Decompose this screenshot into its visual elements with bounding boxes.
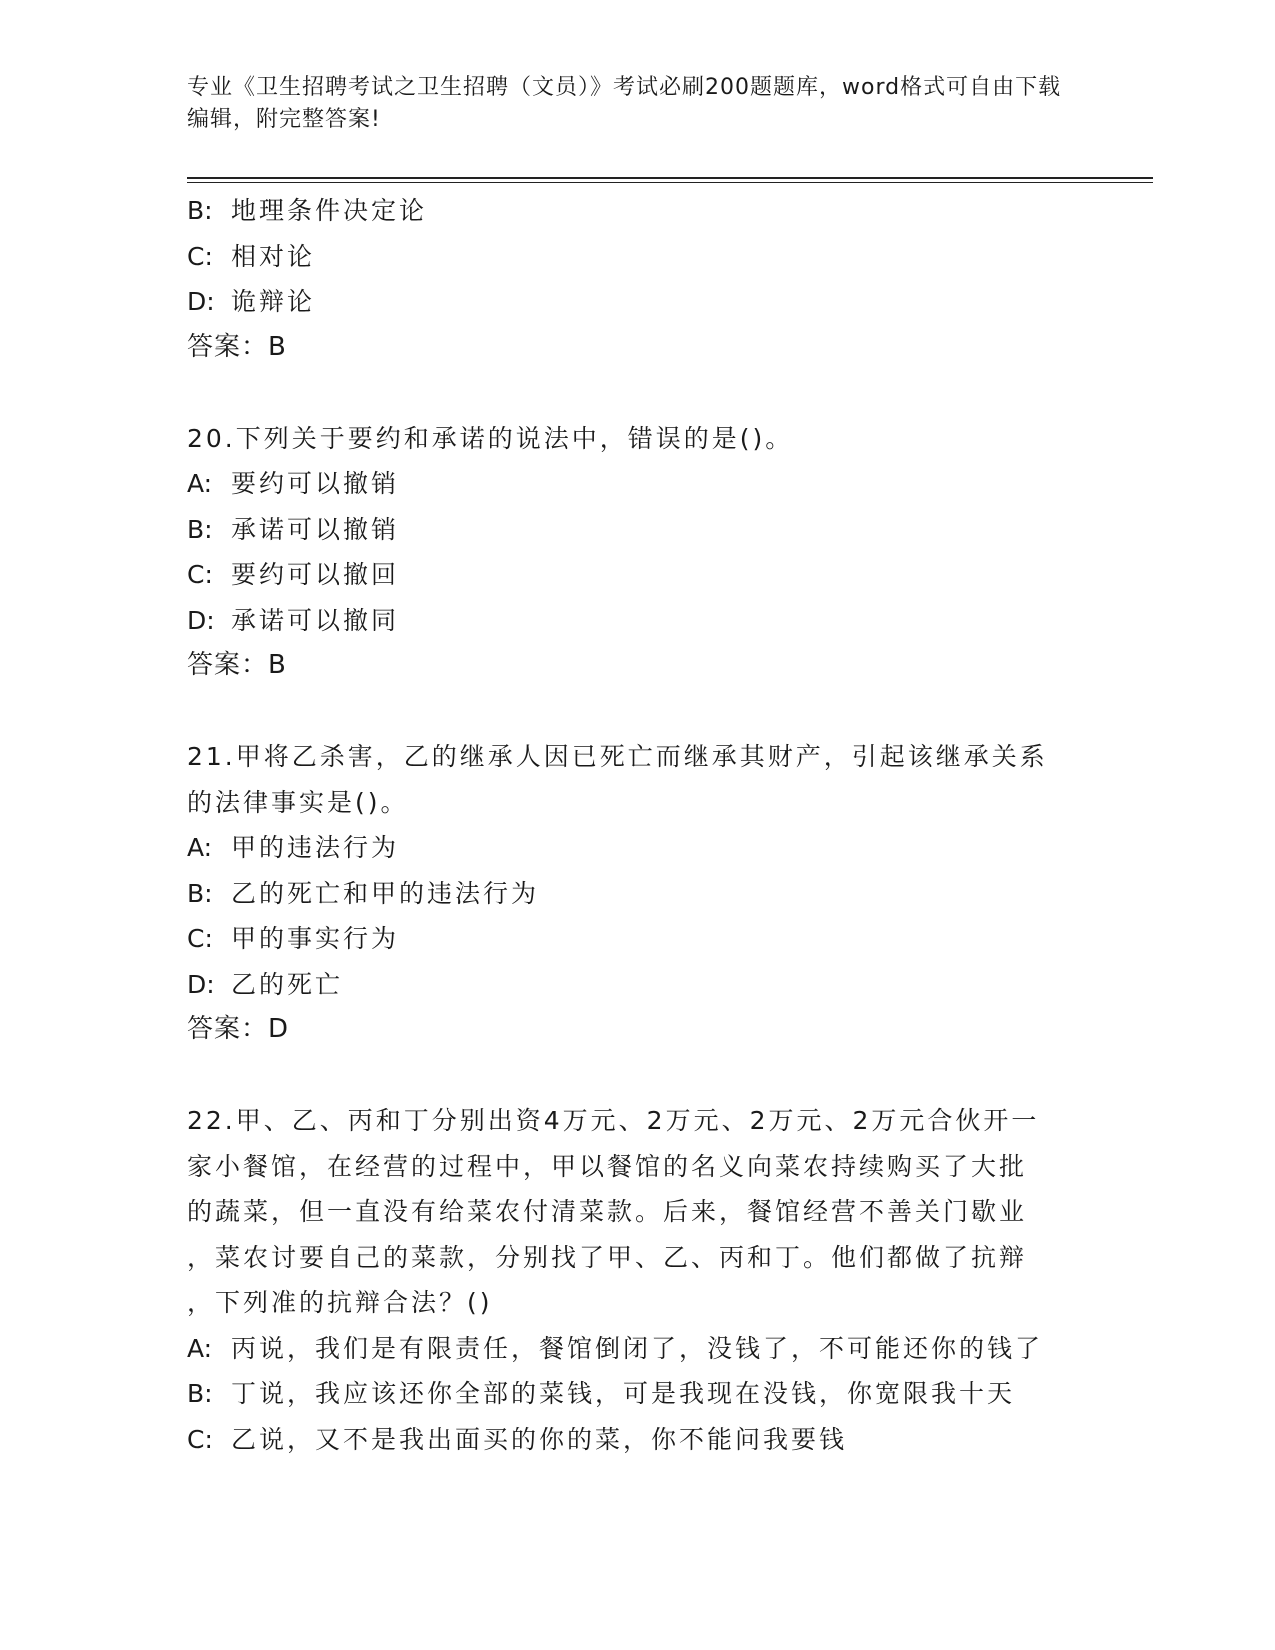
option-text: 乙的死亡和甲的违法行为 [231, 878, 540, 908]
option-text: 要约可以撤销 [231, 469, 400, 498]
question-stem-line: ，菜农讨要自己的菜款，分别找了甲、乙、丙和丁。他们都做了抗辩 [187, 1242, 1028, 1272]
option-c [187, 552, 1087, 598]
option-text: 承诺可以撤销 [231, 514, 400, 544]
question-stem: 20.下列关于要约和承诺的说法中，错误的是()。 [187, 423, 794, 453]
spacer [187, 689, 1087, 735]
answer-line: 答案：B [187, 331, 287, 362]
question-20 [187, 416, 1087, 689]
option-b [187, 188, 1087, 234]
question-stem-line: 的法律事实是()。 [187, 787, 409, 817]
option-text: 相对论 [231, 241, 316, 271]
header-divider-thin [187, 182, 1153, 183]
option-text: 甲的事实行为 [231, 924, 400, 953]
option-a [187, 461, 1087, 507]
question-list [187, 188, 1087, 1462]
option-b [187, 871, 1087, 917]
option-key: C: [187, 241, 213, 271]
option-d [187, 598, 1087, 644]
option-key: B: [187, 1379, 213, 1408]
option-a [187, 825, 1087, 871]
option-a [187, 1326, 1087, 1372]
option-text: 丙说，我们是有限责任，餐馆倒闭了，没钱了，不可能还你的钱了 [231, 1333, 1044, 1363]
question-stem-line: 家小餐馆，在经营的过程中，甲以餐馆的名义向菜农持续购买了大批 [187, 1151, 1028, 1181]
question-stem-line: ，下列准的抗辩合法？() [187, 1288, 493, 1317]
answer-line: 答案：B [187, 650, 287, 680]
option-key: B: [187, 514, 213, 544]
question-stem-line: 的蔬菜，但一直没有给菜农付清菜款。后来，餐馆经营不善关门歇业 [187, 1197, 1028, 1226]
option-text: 地理条件决定论 [231, 196, 428, 225]
option-key: A: [187, 469, 213, 498]
option-key: C: [187, 560, 213, 589]
option-text: 甲的违法行为 [231, 833, 400, 862]
option-text: 诡辩论 [231, 287, 316, 316]
option-key: D: [187, 287, 215, 316]
question-stem-line: 21.甲将乙杀害，乙的继承人因已死亡而继承其财产，引起该继承关系 [187, 742, 1048, 771]
option-key: C: [187, 924, 213, 953]
option-b [187, 507, 1087, 553]
option-text: 乙的死亡 [231, 969, 344, 999]
answer-line: 答案：D [187, 1014, 290, 1044]
option-text: 乙说，又不是我出面买的你的菜，你不能问我要钱 [231, 1424, 848, 1454]
question-22 [187, 1098, 1087, 1462]
option-d [187, 962, 1087, 1008]
document-header: 专业《卫生招聘考试之卫生招聘（文员）》考试必刷200题题库，word格式可自由下载编辑，附完整答案! [187, 75, 1062, 132]
option-d [187, 279, 1087, 325]
option-c [187, 916, 1087, 962]
option-key: D: [187, 969, 215, 999]
option-b [187, 1371, 1087, 1417]
question-19-continued [187, 188, 1087, 370]
option-key: A: [187, 833, 213, 862]
option-key: B: [187, 196, 213, 225]
option-text: 要约可以撤回 [231, 560, 400, 589]
spacer [187, 370, 1087, 416]
option-key: B: [187, 878, 213, 908]
question-stem-line: 22.甲、乙、丙和丁分别出资4万元、2万元、2万元、2万元合伙开一 [187, 1106, 1040, 1135]
header-divider-thick [187, 177, 1153, 179]
option-c [187, 1417, 1087, 1463]
question-21 [187, 734, 1087, 1053]
spacer [187, 1053, 1087, 1099]
option-key: D: [187, 605, 215, 635]
option-key: A: [187, 1333, 213, 1363]
option-text: 丁说，我应该还你全部的菜钱，可是我现在没钱，你宽限我十天 [231, 1379, 1016, 1408]
option-text: 承诺可以撤同 [231, 605, 400, 635]
option-key: C: [187, 1424, 213, 1454]
option-c [187, 234, 1087, 280]
